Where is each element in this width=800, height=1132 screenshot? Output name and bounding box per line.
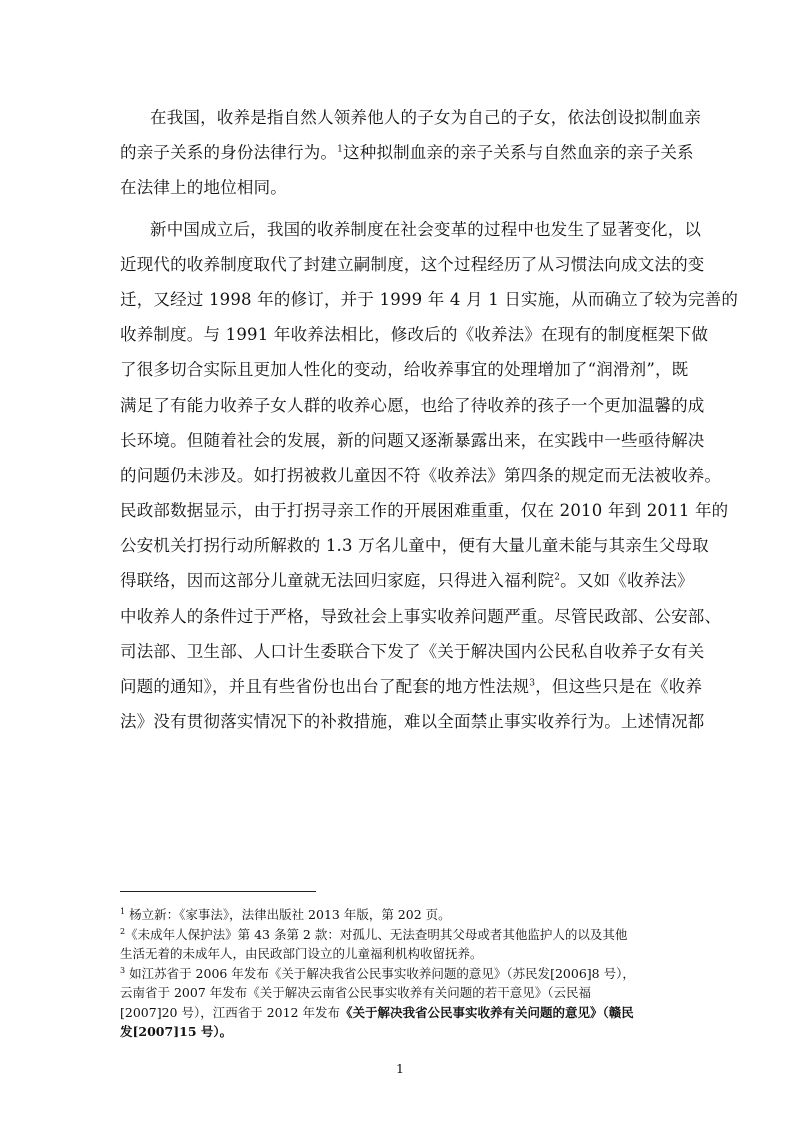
paragraph-2-line-4: 收养制度。与 1991 年收养法相比，修改后的《收养法》在现有的制度框架下做 <box>120 325 709 345</box>
footnote-text: 杨立新：《家事法》，法律出版社 2013 年版，第 202 页。 <box>129 907 451 922</box>
paragraph-1-line-1: 在我国，收养是指自然人领养他人的子女为自己的子女，依法创设拟制血亲 <box>150 108 702 127</box>
footnote-ref-3[interactable]: 3 <box>529 678 536 689</box>
footnote-3 <box>120 964 695 984</box>
paragraph-1-line-2 <box>120 135 694 170</box>
footnote-3-continued-3: 发[2007]15 号）。 <box>120 1024 233 1039</box>
footnote-1 <box>120 905 695 925</box>
paragraph-2-line-14 <box>120 669 703 704</box>
text-segment: 。又如《收养法》 <box>560 571 694 591</box>
footnote-number: 1 <box>120 906 126 916</box>
paragraph-2-line-13: 司法部、卫生部、人口计生委联合下发了《关于解决国内公民私自收养子女有关 <box>120 641 705 661</box>
paragraph-2-line-1: 新中国成立后，我国的收养制度在社会变革的过程中也发生了显著变化，以 <box>150 219 702 239</box>
text-segment: 这种拟制血亲的亲子关系与自然血亲的亲子关系 <box>343 143 694 163</box>
body-text <box>120 100 739 739</box>
text-segment: 的亲子关系的身份法律行为。 <box>120 143 338 163</box>
footnote-2 <box>120 925 695 945</box>
footnote-ref-2[interactable]: 2 <box>554 572 561 583</box>
paragraph-2-line-8: 的问题仍未涉及。如打拐被救儿童因不符《收养法》第四条的规定而无法被收养。 <box>120 465 722 485</box>
footnote-3-continued-1: 云南省于 2007 年发布《关于解决云南省公民事实收养有关问题的若干意见》（云民福 <box>120 985 592 1000</box>
paragraph-2-line-6: 满足了有能力收养子女人群的收养心愿，也给了待收养的孩子一个更加温馨的成 <box>120 395 705 415</box>
footnote-ref-1[interactable]: 1 <box>337 144 344 155</box>
paragraph-2-line-9: 民政部数据显示，由于打拐寻亲工作的开展困难重重，仅在 2010 年到 2011 年的 <box>120 501 729 521</box>
text-segment: ，但这些只是在《收养 <box>535 677 703 696</box>
paragraph-2-line-12: 中收养人的条件过于严格，导致社会上事实收养问题严重。尽管民政部、公安部、 <box>120 606 722 626</box>
footnote-text: [2007]20 号），江西省于 2012 年发布 <box>120 1004 340 1020</box>
paragraph-2-line-3: 迁，又经过 1998 年的修订，并于 1999 年 4 月 1 日实施，从而确立了较为完善的 <box>120 289 739 309</box>
footnote-text: 《未成年人保护法》第 43 条第 2 款：对孤儿、无法查明其父母或者其他监护人的以及其他 <box>125 926 628 942</box>
paragraph-2-line-15: 法》没有贯彻落实情况下的补救措施，难以全面禁止事实收养行为。上述情况都 <box>120 712 705 732</box>
footnote-bold-text: 《关于解决我省公民事实收养有关问题的意见》（赣民 <box>339 1004 634 1020</box>
footnote-text: 如江苏省于 2006 年发布《关于解决我省公民事实收养问题的意见》（苏民发[2006]8 号）， <box>129 965 635 981</box>
paragraph-2-line-10: 公安机关打拐行动所解救的 1.3 万名儿童中，便有大量儿童未能与其亲生父母取 <box>120 536 709 556</box>
footnote-separator <box>120 891 316 892</box>
paragraph-2-line-7: 长环境。但随着社会的发展，新的问题又逐渐暴露出来，在实践中一些亟待解决 <box>120 430 705 450</box>
footnote-number: 2 <box>120 926 126 936</box>
paragraph-2-line-11 <box>120 563 694 598</box>
page-number: 1 <box>396 1061 404 1076</box>
footnote-number: 3 <box>120 965 126 975</box>
footnotes <box>120 905 695 1042</box>
paragraph-2-line-2: 近现代的收养制度取代了封建立嗣制度，这个过程经历了从习惯法向成文法的变 <box>120 254 705 274</box>
paragraph-1-line-3: 在法律上的地位相同。 <box>120 178 287 198</box>
footnote-2-continued: 生活无着的未成年人，由民政部门设立的儿童福利机构收留抚养。 <box>120 946 483 961</box>
paragraph-2-line-5: 了很多切合实际且更加人性化的变动，给收养事宜的处理增加了“润滑剂”，既 <box>120 360 689 380</box>
text-segment: 问题的通知》，并且有些省份也出台了配套的地方性法规 <box>120 677 530 696</box>
text-segment: 得联络，因而这部分儿童就无法回归家庭，只得进入福利院 <box>120 571 555 591</box>
footnote-3-continued-2 <box>120 1003 695 1023</box>
